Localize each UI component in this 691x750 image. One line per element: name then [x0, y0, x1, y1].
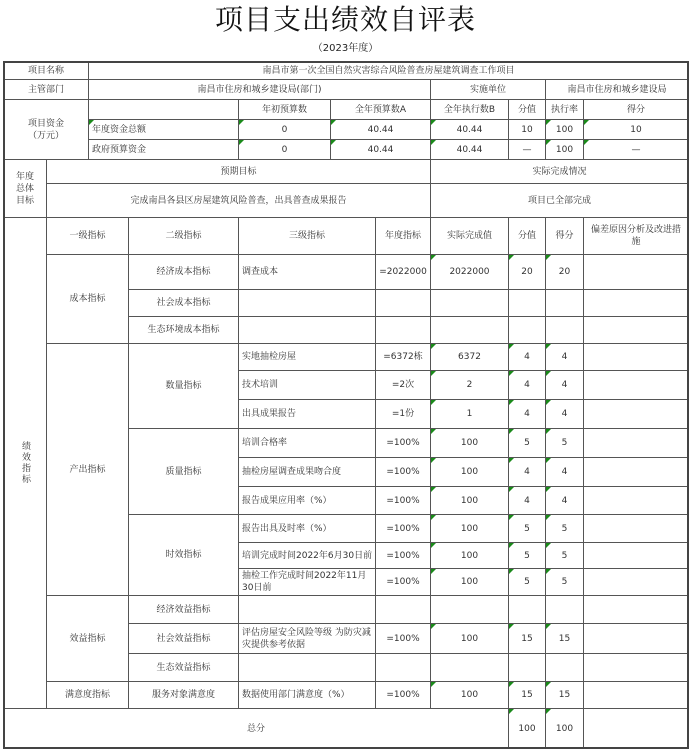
indicator-score: 4: [545, 399, 584, 429]
indicator-actual: 100: [430, 486, 509, 515]
deviation-analysis-cell: [583, 595, 689, 624]
funds-cell-executed: 40.44: [430, 139, 509, 160]
indicator-actual: 100: [430, 623, 509, 654]
funds-cell-initial: 0: [238, 139, 331, 160]
funds-header: 年初预算数: [238, 99, 331, 120]
level2-cell: 生态效益指标: [128, 653, 239, 682]
deviation-analysis-cell: [583, 486, 689, 515]
level2-cell: 质量指标: [128, 428, 239, 515]
funds-header: 得分: [583, 99, 689, 120]
indicator-header: 年度指标: [375, 217, 431, 255]
indicator-actual: 2022000: [430, 254, 509, 290]
indicator-actual: 100: [430, 514, 509, 543]
indicator-value: 5: [508, 428, 546, 458]
impl-label: 实施单位: [430, 79, 546, 100]
level2-cell: 生态环境成本指标: [128, 316, 239, 344]
indicator-actual: 100: [430, 681, 509, 709]
indicator-l3: 评估房屋安全风险等级 为防灾减灾提供参考依据: [238, 623, 376, 654]
indicator-l3: 报告成果应用率（%）: [238, 486, 376, 515]
indicator-l3: 出具成果报告: [238, 399, 376, 429]
indicator-target: [375, 595, 431, 624]
total-score: 100: [545, 708, 584, 749]
goals-expected-label: 预期目标: [46, 159, 431, 184]
indicator-value: 5: [508, 568, 546, 596]
indicator-value: 4: [508, 486, 546, 515]
indicator-actual: [430, 289, 509, 317]
indicator-l3: 培训完成时间2022年6月30日前: [238, 542, 376, 569]
indicator-score: 4: [545, 457, 584, 487]
year-subtitle: （2023年度）: [312, 43, 379, 54]
level2-cell: 服务对象满意度: [128, 681, 239, 709]
indicators-section-label: 绩效指标: [3, 217, 47, 709]
indicator-l3: 报告出具及时率（%）: [238, 514, 376, 543]
indicator-l3: 抽检工作完成时间2022年11月30日前: [238, 568, 376, 596]
deviation-analysis-cell: [583, 623, 689, 654]
funds-cell-score: 10: [583, 119, 689, 140]
indicator-header: 得分: [545, 217, 584, 255]
deviation-analysis-cell: [583, 681, 689, 709]
indicator-l3: [238, 653, 376, 682]
funds-cell-executed: 40.44: [430, 119, 509, 140]
deviation-analysis-cell: [583, 316, 689, 344]
indicator-header: 二级指标: [128, 217, 239, 255]
indicator-target: =100%: [375, 542, 431, 569]
indicator-score: [545, 595, 584, 624]
funds-label: 项目资金（万元）: [3, 99, 89, 160]
indicator-target: =1份: [375, 399, 431, 429]
funds-cell-rate: 100: [545, 119, 584, 140]
deviation-analysis-cell: [583, 289, 689, 317]
indicator-value: 15: [508, 623, 546, 654]
indicator-actual: 100: [430, 457, 509, 487]
indicator-l3: 技术培训: [238, 370, 376, 400]
indicator-value: 4: [508, 457, 546, 487]
funds-cell-rate: 100: [545, 139, 584, 160]
indicator-value: [508, 595, 546, 624]
indicator-actual: [430, 653, 509, 682]
impl-value: 南昌市住房和城乡建设局: [545, 79, 689, 100]
indicator-target: =100%: [375, 623, 431, 654]
indicator-actual: [430, 316, 509, 344]
funds-header: 全年执行数B: [430, 99, 509, 120]
indicator-score: 20: [545, 254, 584, 290]
indicator-score: 4: [545, 486, 584, 515]
deviation-analysis-cell: [583, 428, 689, 458]
funds-cell-score_value: —: [508, 139, 546, 160]
indicator-header: 一级指标: [46, 217, 129, 255]
funds-header: 分值: [508, 99, 546, 120]
indicator-value: 4: [508, 370, 546, 400]
goals-actual-value: 项目已全部完成: [430, 183, 689, 218]
indicator-value: 5: [508, 542, 546, 569]
indicator-value: 4: [508, 343, 546, 371]
indicator-l3: 实地抽检房屋: [238, 343, 376, 371]
funds-cell-annual: 40.44: [330, 139, 431, 160]
project-name-label: 项目名称: [3, 61, 89, 80]
indicator-value: 20: [508, 254, 546, 290]
indicator-target: =2次: [375, 370, 431, 400]
indicator-score: [545, 653, 584, 682]
indicator-target: =100%: [375, 514, 431, 543]
indicator-target: =100%: [375, 568, 431, 596]
indicator-actual: 100: [430, 428, 509, 458]
funds-cell-score_value: 10: [508, 119, 546, 140]
indicator-l3: [238, 595, 376, 624]
deviation-analysis-cell: [583, 343, 689, 371]
total-value: 100: [508, 708, 546, 749]
level1-cost: 成本指标: [46, 254, 129, 344]
deviation-analysis-cell: [583, 457, 689, 487]
indicator-score: [545, 289, 584, 317]
total-label: 总分: [3, 708, 509, 749]
indicator-actual: [430, 595, 509, 624]
level2-cell: 经济效益指标: [128, 595, 239, 624]
goals-label: 年度总体目标: [3, 159, 47, 218]
deviation-analysis-cell: [583, 653, 689, 682]
indicator-l3: 培训合格率: [238, 428, 376, 458]
deviation-analysis-cell: [583, 399, 689, 429]
indicator-value: 5: [508, 514, 546, 543]
indicator-actual: 100: [430, 542, 509, 569]
dept-value: 南昌市住房和城乡建设局(部门): [88, 79, 431, 100]
project-name-value: 南昌市第一次全国自然灾害综合风险普查房屋建筑调查工作项目: [88, 61, 689, 80]
level2-cell: 社会成本指标: [128, 289, 239, 317]
indicator-score: 4: [545, 370, 584, 400]
indicator-target: =100%: [375, 486, 431, 515]
indicator-l3: [238, 289, 376, 317]
indicator-value: [508, 653, 546, 682]
funds-cell-score: —: [583, 139, 689, 160]
indicator-target: =100%: [375, 457, 431, 487]
indicator-target: =100%: [375, 681, 431, 709]
deviation-analysis-cell: [583, 542, 689, 569]
goals-actual-label: 实际完成情况: [430, 159, 689, 184]
indicator-header: 三级指标: [238, 217, 376, 255]
funds-cell-annual: 40.44: [330, 119, 431, 140]
indicator-score: 5: [545, 514, 584, 543]
funds-cell-initial: 0: [238, 119, 331, 140]
level1-satisfaction: 满意度指标: [46, 681, 129, 709]
goals-expected-value: 完成南昌各县区房屋建筑风险普查，出具普查成果报告: [46, 183, 431, 218]
level2-cell: 数量指标: [128, 343, 239, 429]
deviation-analysis-cell: [583, 254, 689, 290]
funds-header: [88, 99, 239, 120]
indicator-value: 15: [508, 681, 546, 709]
indicator-target: [375, 653, 431, 682]
indicator-target: =6372栋: [375, 343, 431, 371]
page-title: 项目支出绩效自评表: [214, 3, 476, 36]
indicator-l3: [238, 316, 376, 344]
indicator-target: [375, 289, 431, 317]
indicator-target: =100%: [375, 428, 431, 458]
deviation-analysis-cell: [583, 370, 689, 400]
funds-cell-name: 政府预算资金: [88, 139, 239, 160]
indicator-header: 实际完成值: [430, 217, 509, 255]
indicator-l3: 抽检房屋调查成果吻合度: [238, 457, 376, 487]
indicator-target: =2022000: [375, 254, 431, 290]
indicator-value: [508, 316, 546, 344]
level2-cell: 时效指标: [128, 514, 239, 596]
funds-header: 执行率: [545, 99, 584, 120]
indicator-l3: 调查成本: [238, 254, 376, 290]
total-notes-cell: [583, 708, 689, 749]
indicator-header: 偏差原因分析及改进措施: [583, 217, 689, 255]
evaluation-table: [3, 61, 689, 749]
funds-cell-name: 年度资金总额: [88, 119, 239, 140]
level2-cell: 社会效益指标: [128, 623, 239, 654]
indicator-score: 5: [545, 428, 584, 458]
indicator-score: 15: [545, 623, 584, 654]
indicator-value: [508, 289, 546, 317]
indicator-score: [545, 316, 584, 344]
indicator-actual: 6372: [430, 343, 509, 371]
deviation-analysis-cell: [583, 568, 689, 596]
indicator-target: [375, 316, 431, 344]
funds-header: 全年预算数A: [330, 99, 431, 120]
indicator-score: 5: [545, 568, 584, 596]
indicator-l3: 数据使用部门满意度（%）: [238, 681, 376, 709]
indicator-actual: 100: [430, 568, 509, 596]
dept-label: 主管部门: [3, 79, 89, 100]
indicator-actual: 1: [430, 399, 509, 429]
level1-benefit: 效益指标: [46, 595, 129, 682]
indicator-score: 15: [545, 681, 584, 709]
level2-cell: 经济成本指标: [128, 254, 239, 290]
indicator-score: 5: [545, 542, 584, 569]
indicator-actual: 2: [430, 370, 509, 400]
indicator-header: 分值: [508, 217, 546, 255]
indicator-value: 4: [508, 399, 546, 429]
indicator-score: 4: [545, 343, 584, 371]
deviation-analysis-cell: [583, 514, 689, 543]
level1-output: 产出指标: [46, 343, 129, 596]
